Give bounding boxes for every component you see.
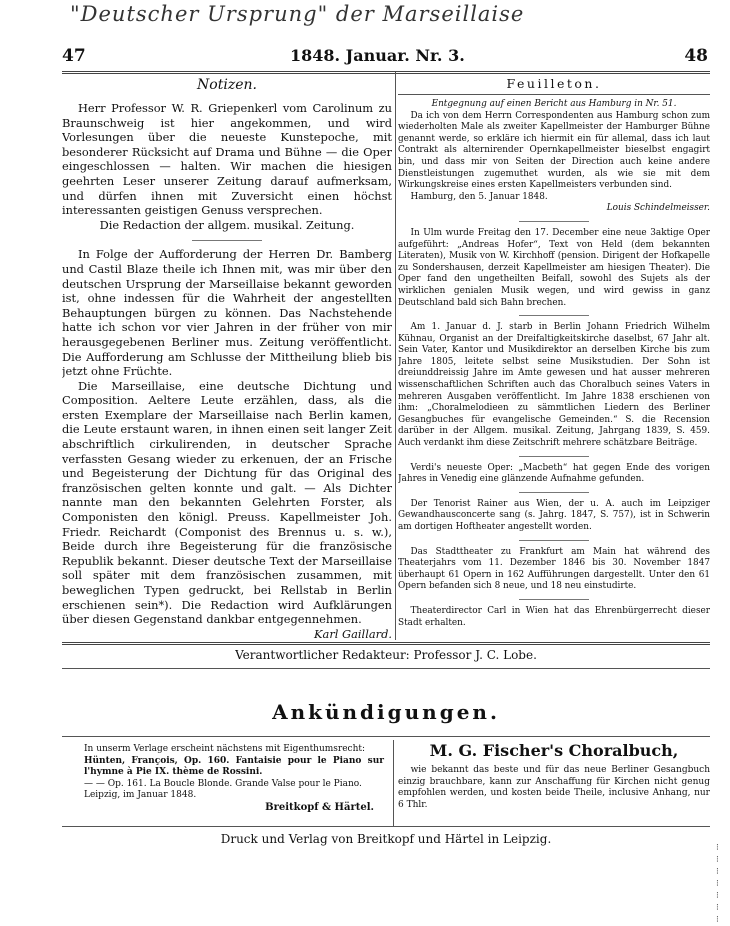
notizen-paragraph-3: Die Marseillaise, eine deutsche Dichtung und Composition. Aeltere Leute erzählen, dass, als die ersten Exemplare der Marseillaise nach Berlin kamen, die Leute erstaunt waren, in ihnen einen seit langer Zeit abschriftlich cirkulirenden, in deutscher Sprache verfassten Gesang wieder zu erkenuen, der an Frische und Begeisterung der Dichtung für das Original des französischen gelten konnte und galt. — Als Dichter nannte man den bekannten Gelehrten Forster, als Componisten den königl. Preuss. Kapellmeister Joh. Friedr. Reichardt (Componist des Brennus u. s. w.), Beide durch ihre Begeisterung für die französische Republik bekannt. Dieser deutsche Text der Marseillaise soll später mit dem französischen zusammen, mit beweglichen Typen gedruckt, bei Rellstab in Berlin erschienen sein*). Die Redaction wird Aufklärungen über diesen Gegenstand dankbar entgegennehmen. xyxy=(62,378,392,627)
announcement-intro: In unserm Verlage erscheint nächstens mit Eigenthumsrecht: xyxy=(84,744,366,754)
choralbuch-title: M. G. Fischer's Choralbuch, xyxy=(429,741,679,760)
handwritten-note: "Deutscher Ursprung" der Marseillaise xyxy=(70,2,525,26)
separator xyxy=(519,599,589,600)
separator xyxy=(519,315,589,316)
feuilleton-paragraph-4: Verdi's neueste Oper: „Macbeth“ hat gegen Ende des vorigen Jahres in Venedig eine glänzende Aufnahme gefunden. xyxy=(398,462,710,485)
feuilleton-signature: Louis Schindelmeisser. xyxy=(606,203,710,214)
feuilleton-paragraph-3: Am 1. Januar d. J. starb in Berlin Johann Friedrich Wilhelm Kühnau, Organist an der Dreifaltigkeitskirche daselbst, 67 Jahr alt. Sein Vater, Kantor und Musikdirektor an derselben Kirche bis zum Jahre 1805, leitete selbst seine Musikstudien. Der Sohn ist dreiunddreissig Jahre im Amte gewesen und hat ausser mehreren wissenschaftlichen Schriften auch das Choralbuch seines Vaters in mehreren Ausgaben veröffentlicht. Im Jahre 1838 erschienen von ihm: „Choralmelodieen zu sämmtlichen Liedern des Berliner Gesangbuches für evangelische Gemeinden.“ S. die Recension darüber in der Allgem. musikal. Zeitung, Jahrgang 1839, S. 459. Auch verdankt ihm diese Zeitschrift mehrere schätzbare Beiträge. xyxy=(398,322,710,449)
feuilleton-heading: Feuilleton. xyxy=(506,76,602,91)
editor-rule xyxy=(62,668,710,669)
announcement-item-2: — — Op. 161. La Boucle Blonde. Grande Valse pour le Piano. xyxy=(84,778,362,789)
margin-marks: ⁝ ⁝ ⁝ ⁝ ⁝ ⁝ ⁝ xyxy=(716,843,719,925)
feuilleton-paragraph-5: Der Tenorist Rainer aus Wien, der u. A. auch im Leipziger Gewandhausconcerte sang (s. Jahrg. 1847, S. 757), ist in Schwerin am dortigen Hoftheater angestellt worden. xyxy=(398,498,710,532)
feuilleton-paragraph-6: Das Stadttheater zu Frankfurt am Main hat während des Theaterjahrs vom 11. Dezember 1846 bis 30. November 1847 überhaupt 61 Opern in 162 Aufführungen dargestellt. Unter den 61 Opern befanden sich 8 neue, und 18 neu einstudirte. xyxy=(398,546,710,592)
separator xyxy=(519,456,589,457)
announcement-right xyxy=(398,740,710,811)
page-number-right: 48 xyxy=(684,46,708,66)
page-number-left: 47 xyxy=(62,46,86,66)
page-header xyxy=(0,46,730,72)
notizen-paragraph-1: Herr Professor W. R. Griepenkerl vom Carolinum zu Braunschweig ist hier angekommen, und wird Vorlesungen über die neueste Kunstepoche, mit besonderer Rücksicht auf Drama und Bühne — die Oper eingeschlossen — halten. Wir machen die hiesigen geehrten Leser unserer Zeitung darauf aufmerksam, und dürfen ihnen mit Zuversicht einen höchst interessanten geistigen Genuss versprechen. xyxy=(62,101,392,218)
separator xyxy=(519,540,589,541)
notizen-paragraph-2: In Folge der Aufforderung der Herren Dr. Bamberg und Castil Blaze theile ich Ihnen mit, was mir über den deutschen Ursprung der Marseillaise bekannt geworden ist, ohne indessen für die Wahrheit der angestellten Behauptungen bürgen zu können. Das Nachstehende hatte ich schon vor vier Jahren in der früher von mir herausgegebenen Berliner mus. Zeitung veröffentlicht. Die Aufforderung am Schlusse der Mittheilung blieb bis jetzt ohne Früchte. xyxy=(62,247,392,379)
issue-date: 1848. Januar. Nr. 3. xyxy=(290,46,465,65)
feuilleton-paragraph-7: Theaterdirector Carl in Wien hat das Ehrenbürgerrecht dieser Stadt erhalten. xyxy=(398,605,710,628)
feuilleton-subheading: Entgegnung auf einen Bericht aus Hamburg in Nr. 51. xyxy=(431,99,677,109)
notizen-column xyxy=(62,76,392,644)
column-divider xyxy=(395,72,396,640)
announcement-divider xyxy=(393,740,394,826)
notizen-signature-2: Karl Gaillard. xyxy=(314,626,392,641)
announcement-publisher: Breitkopf & Härtel. xyxy=(265,801,374,813)
announcement-date: Leipzig, im Januar 1848. xyxy=(84,790,197,800)
feuilleton-paragraph-1: Da ich von dem Herrn Correspondenten aus Hamburg schon zum wiederholten Male als zweiter Kapellmeister der Hamburger Bühne genannt werde, so erkläre ich hiermit ein für allemal, dass ich laut Contrakt als alternirender Opernkapellmeister bieselbst engagirt bin, und dass mir von Seiten der Direction auch keine andere Dienstleistungen zugemuthet wurden, als wie sie mit dem Wirkungskreise eines ersten Kapellmeisters verbunden sind. xyxy=(398,110,710,191)
separator xyxy=(519,492,589,493)
imprint-footer: Druck und Verlag von Breitkopf und Härtel in Leipzig. xyxy=(220,832,552,846)
notizen-heading: Notizen. xyxy=(197,77,257,93)
feuilleton-column xyxy=(398,76,710,644)
announcements-rule xyxy=(62,736,710,737)
editor-line: Verantwortlicher Redakteur: Professor J. C. Lobe. xyxy=(235,648,537,662)
choralbuch-text: wie bekannt das beste und für das neue Berliner Gesangbuch einzig brauchbare, kann zur Anschaffung für Kirchen nicht genug empfohlen werden, und kosten beide Theile, inclusive Anhang, nur 6 Thlr. xyxy=(398,765,710,810)
separator xyxy=(192,240,262,241)
separator xyxy=(519,221,589,222)
announcement-left xyxy=(84,744,384,813)
notizen-signature-1: Die Redaction der allgem. musikal. Zeitung. xyxy=(99,217,355,232)
announcement-item-1: Hünten, François, Op. 160. Fantaisie pour le Piano sur l'hymne à Pie IX. thème de Rossini. xyxy=(84,755,384,777)
announcements-heading: Ankündigungen. xyxy=(272,700,500,724)
feuilleton-paragraph-2: In Ulm wurde Freitag den 17. December eine neue 3aktige Oper aufgeführt: „Andreas Hofer“, Text von Held (dem bekannten Literaten), Musik von W. Kirchhoff (pension. Dirigent der Hofkapelle zu Sondershausen, derzeit Kapellmeister am hiesigen Theater). Die Oper fand den ungetheilten Beifall, sowohl des Sujets als der wirklichen genialen Musik wegen, und wird gewiss in ganz Deutschland bald sich Bahn brechen. xyxy=(398,227,710,308)
footer-rule xyxy=(62,826,710,827)
section-rule xyxy=(62,642,710,645)
feuilleton-place-date: Hamburg, den 5. Januar 1848. xyxy=(410,191,548,202)
header-rule xyxy=(62,71,710,74)
